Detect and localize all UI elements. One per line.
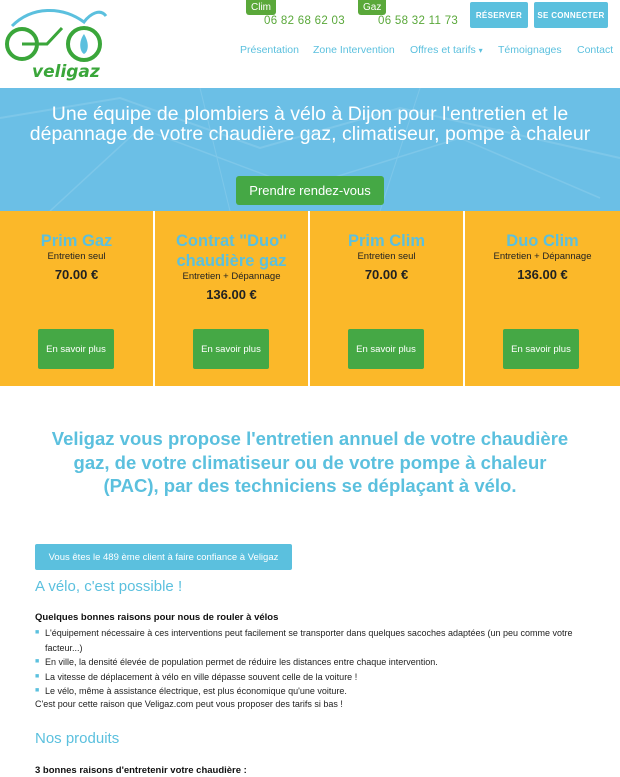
card-price: 136.00 € xyxy=(206,287,257,302)
intro-highlight: climatiseur xyxy=(191,451,290,473)
card-subtitle: Entretien seul xyxy=(47,251,106,262)
pricing-card-prim-gaz xyxy=(0,211,155,386)
bullet-icon: ■ xyxy=(35,687,40,694)
learn-more-button[interactable]: En savoir plus xyxy=(503,329,579,369)
pricing-cards xyxy=(0,211,620,386)
card-title: Prim Clim xyxy=(347,232,426,250)
bullet-icon: ■ xyxy=(35,658,40,665)
reasons-list xyxy=(35,626,595,699)
card-title: Contrat "Duo" chaudière gaz xyxy=(176,232,287,270)
intro-highlight: pompe à chaleur xyxy=(399,451,547,473)
section-subheading-raisons: 3 bonnes raisons d'entretenir votre chaudière : xyxy=(35,765,247,776)
intro-highlight: vélo xyxy=(474,475,512,496)
intro-text: (PAC), par des techniciens se déplaçant à xyxy=(103,475,475,496)
site-header xyxy=(0,0,620,88)
list-item xyxy=(35,670,595,685)
nav-offres-tarifs[interactable] xyxy=(410,44,483,56)
client-count-badge[interactable]: Vous êtes le 489 ème client à faire confiance à Veligaz xyxy=(35,544,292,570)
list-item xyxy=(35,655,595,670)
nav-temoignages[interactable]: Témoignages xyxy=(498,44,562,56)
nav-presentation[interactable]: Présentation xyxy=(240,44,299,56)
learn-more-button[interactable]: En savoir plus xyxy=(38,329,114,369)
pricing-card-duo-clim xyxy=(465,211,620,386)
card-subtitle: Entretien + Dépannage xyxy=(493,251,592,262)
bullet-icon: ■ xyxy=(35,629,40,636)
card-subtitle: Entretien seul xyxy=(357,251,416,262)
intro-highlight: chaudière gaz xyxy=(73,428,569,473)
login-button[interactable]: SE CONNECTER xyxy=(534,2,608,28)
book-appointment-button[interactable]: Prendre rendez-vous xyxy=(236,176,384,205)
list-item-text: Le vélo, même à assistance électrique, est plus économique qu'une voiture. xyxy=(45,686,347,696)
intro-text: , de votre xyxy=(104,451,192,473)
list-item xyxy=(35,684,595,699)
pricing-card-prim-clim xyxy=(310,211,465,386)
phone-tag-gaz: Gaz xyxy=(358,0,386,15)
list-item-text: La vitesse de déplacement à vélo en ville dépasse souvent celle de la voiture ! xyxy=(45,671,358,682)
nav-offres-tarifs-label: Offres et tarifs xyxy=(410,44,476,56)
hero-title: Une équipe de plombiers à vélo à Dijon pour l'entretien et le dépannage de votre chaudière gaz, climatiseur, pompe à chaleur xyxy=(29,103,591,145)
bullet-icon: ■ xyxy=(35,672,40,680)
list-item xyxy=(35,626,595,655)
nav-contact[interactable]: Contact xyxy=(577,44,614,56)
learn-more-button[interactable]: En savoir plus xyxy=(348,329,424,369)
phone-number-clim[interactable]: 06 82 68 62 03 xyxy=(264,15,345,27)
section-heading-produits: Nos produits xyxy=(35,730,120,747)
list-item-text: L'équipement nécessaire à ces interventions peut facilement se transporter dans quelques sacoches adaptées (un peu comme votre facteur...) xyxy=(45,628,573,653)
section-heading-velo: A vélo, c'est possible ! xyxy=(35,578,183,595)
pricing-card-duo-gaz xyxy=(155,211,310,386)
card-price: 70.00 € xyxy=(54,267,99,282)
card-title: Duo Clim xyxy=(506,232,579,250)
intro-text: . xyxy=(511,475,517,496)
card-price: 136.00 € xyxy=(517,267,568,282)
bicycle-logo-icon xyxy=(2,4,112,68)
card-subtitle: Entretien + Dépannage xyxy=(182,271,281,282)
chevron-down-icon: ▾ xyxy=(478,46,483,55)
phone-tag-clim: Clim xyxy=(246,0,276,15)
brand-name: veligaz xyxy=(32,62,100,82)
phone-number-gaz[interactable]: 06 58 32 11 73 xyxy=(378,15,459,27)
intro-text: ou de votre xyxy=(289,451,400,473)
card-price: 70.00 € xyxy=(364,267,409,282)
section-subheading-reasons: Quelques bonnes raisons pour nous de rouler à vélos xyxy=(35,612,279,623)
learn-more-button[interactable]: En savoir plus xyxy=(193,329,269,369)
intro-statement xyxy=(50,427,570,498)
list-item-text: En ville, la densité élevée de population permet de réduire les distances entre chaque intervention. xyxy=(45,657,438,667)
card-title: Prim Gaz xyxy=(40,232,113,250)
reserve-button[interactable]: RÉSERVER xyxy=(470,2,528,28)
conclusion-text: C'est pour cette raison que Veligaz.com peut vous proposer des tarifs si bas ! xyxy=(35,699,343,709)
intro-text: Veligaz vous propose l'entretien annuel de votre xyxy=(51,428,481,449)
nav-zone-intervention[interactable]: Zone Intervention xyxy=(313,44,395,56)
